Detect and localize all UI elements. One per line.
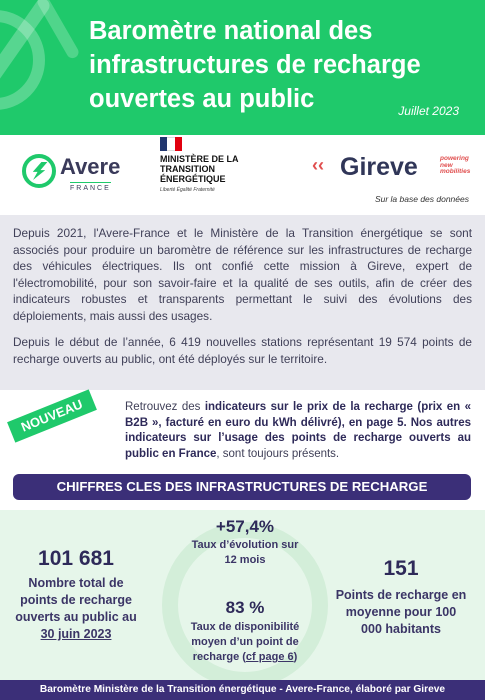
french-flag-icon	[160, 137, 182, 151]
page-title: Baromètre national des infrastructures de recharge ouvertes au public	[89, 17, 421, 113]
footer: Baromètre Ministère de la Transition énergétique - Avere-France, élaboré par Gireve	[0, 680, 485, 700]
ministry-logo	[155, 137, 270, 212]
gireve-logo	[310, 153, 475, 193]
stat-availability	[182, 597, 308, 665]
stat-description: Points de recharge en moyenne pour 100 000 habitants	[335, 588, 467, 636]
publication-date: Juillet 2023	[398, 104, 459, 118]
stat-value: 83 %	[225, 598, 265, 617]
stat-date: 30 juin 2023	[40, 627, 112, 641]
gireve-mark-icon: ‹‹	[312, 155, 324, 175]
nouveau-text-part: , sont toujours présents.	[216, 447, 340, 460]
page-reference-link[interactable]: cf page 6	[245, 651, 294, 663]
nouveau-text-highlight: indicateurs sur le prix de la recharge (prix en « B2B », facturé en euro du kWh délivré), en page 5. Nos autres indicateurs sur l’usage des points de recharge ouverts au public en France	[125, 401, 471, 460]
intro-paragraph: Depuis le début de l’année, 6 419 nouvelles stations représentant 19 574 points de recharge ouverts au public, ont été déployés sur le territoire.	[13, 335, 472, 366]
stat-total-points	[10, 546, 142, 643]
stat-evolution	[190, 516, 300, 568]
nouveau-badge: NOUVEAU	[7, 389, 97, 442]
avere-logo	[22, 152, 122, 198]
gireve-tagline: powering new mobilities	[440, 155, 471, 175]
stat-description-text: Taux de disponibilité moyen d’un point de recharge (	[190, 621, 300, 663]
stat-value: +57,4%	[215, 517, 275, 536]
nouveau-text	[125, 400, 471, 462]
nouveau-text-part: Retrouvez des	[125, 401, 205, 413]
stat-value: 101 681	[38, 547, 114, 570]
key-figures-section	[0, 510, 485, 680]
stat-value: 151	[383, 557, 419, 580]
stat-description: Taux d’évolution sur 12 mois	[191, 539, 299, 566]
ministry-motto: Liberté Égalité Fraternité	[160, 187, 215, 193]
stat-per-100k	[335, 556, 467, 638]
stat-description-text: Nombre total de points de recharge ouverts au public au	[15, 576, 137, 624]
header-band	[0, 0, 485, 135]
ministry-title: MINISTÈRE DE LA TRANSITION ÉNERGÉTIQUE	[160, 154, 239, 184]
intro-paragraph: Depuis 2021, l'Avere-France et le Ministère de la Transition énergétique se sont associés pour produire un baromètre de référence sur les infrastructures de recharge des véhicules électriques. Ils ont confié cette mission à Gireve, expert de l'électromobilité, pour son savoir-faire et la qualité de ses outils, afin de créer des indicateurs robustes et transparents permettant le suivi des évolutions des déploiements, mais aussi des usages.	[13, 226, 472, 323]
avere-logo-sub: FRANCE	[70, 182, 111, 192]
key-figures-banner: CHIFFRES CLES DES INFRASTRUCTURES DE RECHARGE	[13, 474, 471, 500]
stat-description	[182, 620, 308, 665]
stat-description-text: )	[293, 651, 298, 663]
intro-section	[0, 215, 485, 390]
sources-note: Sur la base des données	[374, 194, 469, 204]
gireve-logo-name: Gireve	[340, 153, 418, 181]
avere-logo-name: Avere	[60, 154, 121, 179]
stat-description	[10, 575, 142, 643]
partner-logos	[0, 135, 485, 215]
